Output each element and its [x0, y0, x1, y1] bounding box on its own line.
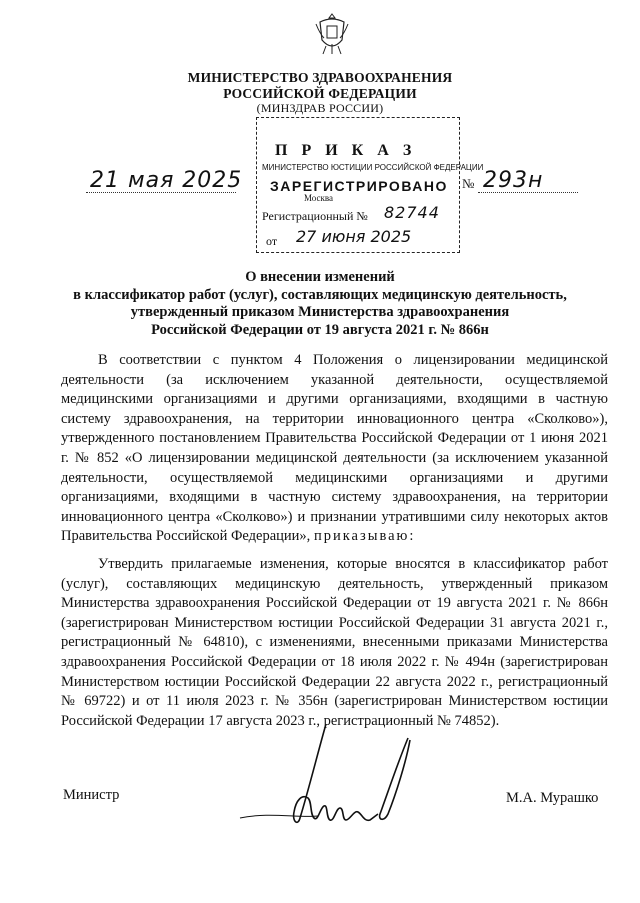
stamp-date-prefix: от [266, 234, 278, 248]
stamp-ministry: МИНИСТЕРСТВО ЮСТИЦИИ РОССИЙСКОЙ ФЕДЕРАЦИИ [262, 163, 484, 172]
number-label: № [462, 176, 475, 191]
order-number: 293н [483, 168, 544, 193]
stamp-status: ЗАРЕГИСТРИРОВАНО [270, 178, 448, 194]
paragraph-1-text: В соответствии с пунктом 4 Положения о лицензировании медицинской деятельности (за исключением указанной деятельности, осуществляемой медицинскими организациями и другими организациями, входящими в частную систему здравоохранения, на территории инновационного центра «Сколково»), утвержденного постановлением Правительства Российской Федерации от 1 июня 2021 г. № 852 «О лицензировании медицинской деятельности (за исключением указанной деятельности, осуществляемой медицинскими организациями и другими организациями, входящими в частную систему здравоохранения, на территории инновационного центра «Сколково») и признании утратившими силу некоторых актов Правительства Российской Федерации», [61, 352, 608, 545]
signer-position: Министр [63, 787, 120, 803]
org-short-name: (МИНЗДРАВ РОССИИ) [256, 101, 384, 115]
stamp-reg-label: Регистрационный № [262, 209, 368, 223]
paragraph-1 [61, 351, 608, 547]
city: Москва [304, 193, 333, 203]
coat-of-arms-icon [312, 10, 352, 60]
org-name-line2: РОССИЙСКОЙ ФЕДЕРАЦИИ [223, 86, 417, 101]
stamp-date-value: 27 июня 2025 [296, 227, 412, 246]
date-underline [86, 192, 236, 193]
paragraph-2-text: Утвердить прилагаемые изменения, которые вносятся в классификатор работ (услуг), составляющих медицинскую деятельность, утвержденный приказом Министерства здравоохранения Российской Федерации от 19 августа 2021 г. № 866н (зарегистрирован Министерством юстиции Российской Федерации 31 августа 2021 г., регистрационный № 64810), с изменениями, внесенными приказами Министерства здравоохранения Российской Федерации от 18 июля 2022 г. № 494н (зарегистрирован Министерством юстиции Российской Федерации 22 августа 2022 г., регистрационный № 69722) и от 11 июля 2023 г. № 356н (зарегистрирован Министерством юстиции Российской Федерации 17 августа 2023 г., регистрационный № 74852). [61, 556, 608, 729]
org-name-line1: МИНИСТЕРСТВО ЗДРАВООХРАНЕНИЯ [187, 70, 453, 85]
order-verb: приказываю: [313, 528, 416, 545]
title-line: О внесении изменений [245, 269, 395, 285]
title-line: Российской Федерации от 19 августа 2021 г. № 866н [151, 321, 489, 338]
handwritten-signature [238, 722, 438, 832]
number-underline [478, 192, 578, 193]
paragraph-2 [61, 555, 608, 731]
stamp-reg-number: 82744 [384, 203, 440, 222]
order-date: 21 мая 2025 [90, 168, 243, 193]
signer-name: М.А. Мурашко [506, 790, 599, 806]
doc-type: П Р И К А З [275, 142, 417, 159]
title-line: утвержденный приказом Министерства здравоохранения [130, 304, 510, 320]
doc-title [0, 269, 640, 339]
title-line: в классификатор работ (услуг), составляющих медицинскую деятельность, [73, 286, 567, 303]
